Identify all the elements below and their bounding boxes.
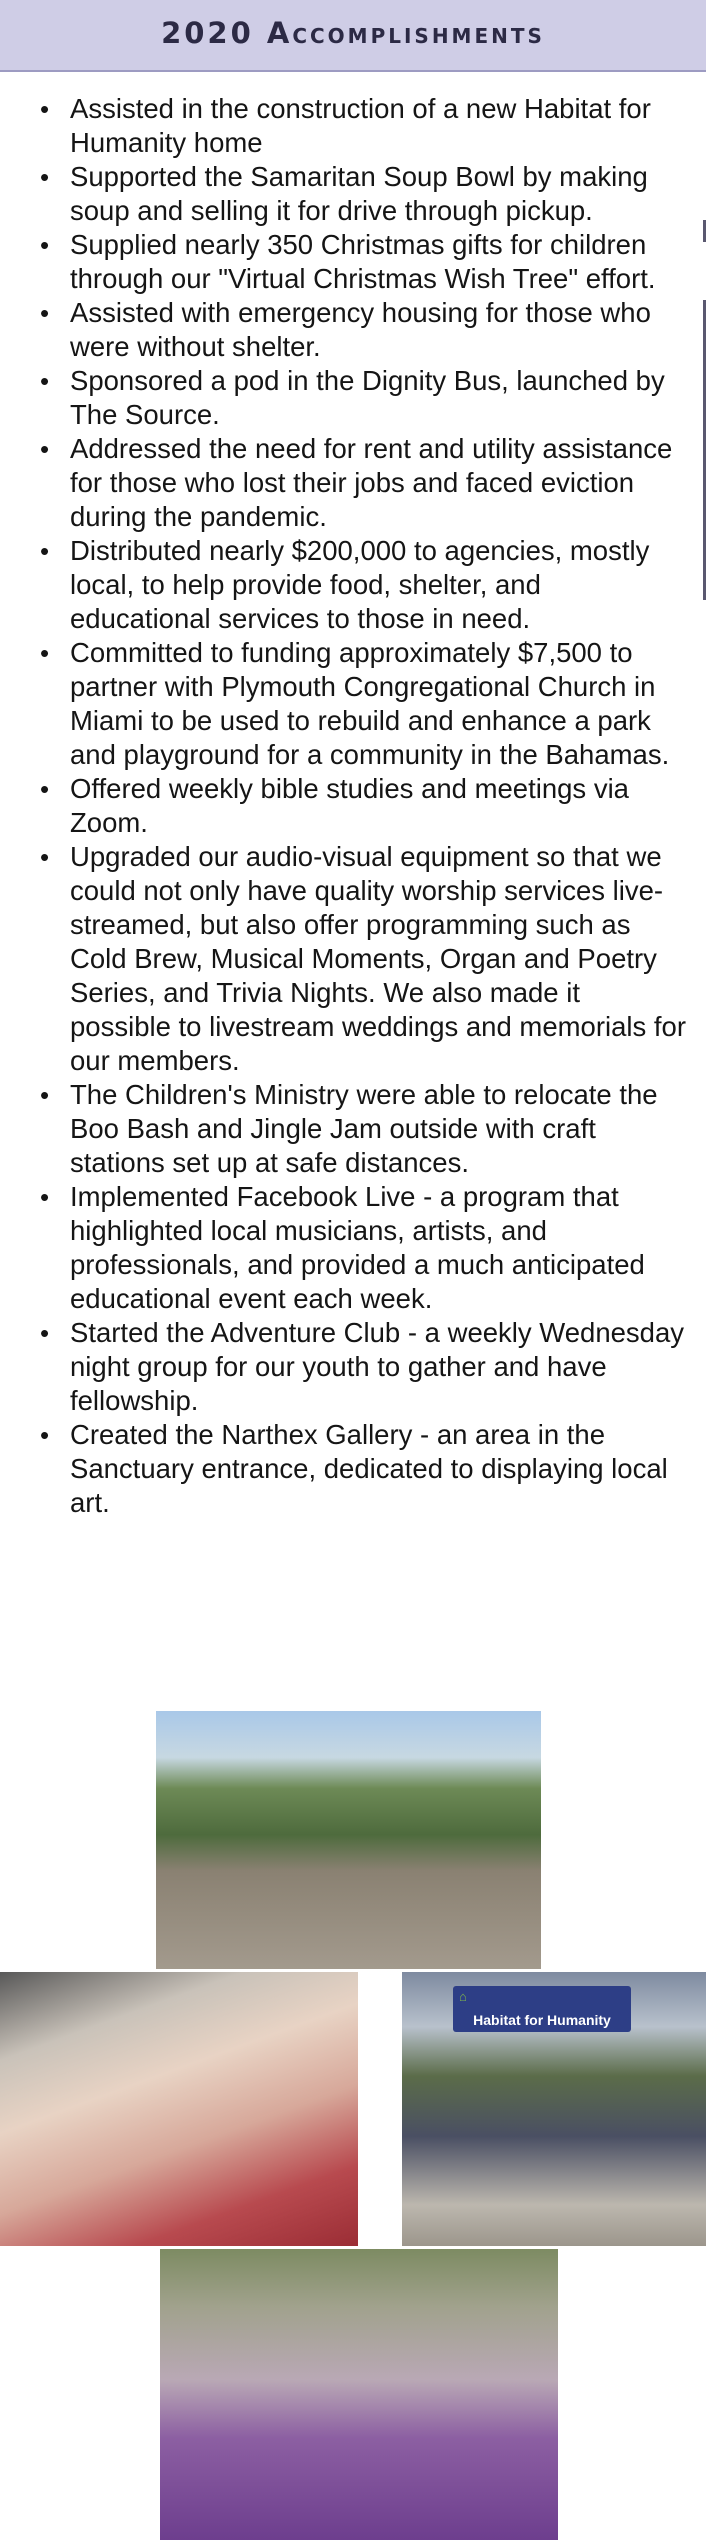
- list-item: • The Children's Ministry were able to relocate the Boo Bash and Jingle Jam outside with craft stations set up at safe distances.: [36, 1078, 686, 1180]
- photo-outdoor-event: [156, 1711, 541, 1969]
- header-banner: [0, 0, 706, 72]
- list-item: • Started the Adventure Club - a weekly Wednesday night group for our youth to gather and have fellowship.: [36, 1316, 686, 1418]
- accomplishments-list: [36, 92, 686, 1520]
- photo-outdoor-crafts: [160, 2249, 558, 2540]
- list-item: • Addressed the need for rent and utility assistance for those who lost their jobs and faced eviction during the pandemic.: [36, 432, 686, 534]
- page-title: 2020 Accomplishments: [161, 16, 545, 50]
- house-icon: ⌂: [459, 1989, 467, 2004]
- list-item: • Assisted in the construction of a new Habitat for Humanity home: [36, 92, 686, 160]
- list-item: • Created the Narthex Gallery - an area in the Sanctuary entrance, dedicated to displaying local art.: [36, 1418, 686, 1520]
- list-item: • Distributed nearly $200,000 to agencies, mostly local, to help provide food, shelter, and educational services to those in need.: [36, 534, 686, 636]
- list-item: • Assisted with emergency housing for those who were without shelter.: [36, 296, 686, 364]
- list-item: • Upgraded our audio-visual equipment so that we could not only have quality worship services live-streamed, but also offer programming such as Cold Brew, Musical Moments, Organ and Poetry Series, and Trivia Nights. We also made it possible to livestream weddings and memorials for our members.: [36, 840, 686, 1078]
- photo-habitat-volunteers: [402, 1972, 706, 2246]
- list-item: • Sponsored a pod in the Dignity Bus, launched by The Source.: [36, 364, 686, 432]
- list-item: • Committed to funding approximately $7,500 to partner with Plymouth Congregational Church in Miami to be used to rebuild and enhance a park and playground for a community in the Bahamas.: [36, 636, 686, 772]
- list-item: • Supplied nearly 350 Christmas gifts for children through our "Virtual Christmas Wish Tree" effort.: [36, 228, 686, 296]
- list-item: • Offered weekly bible studies and meetings via Zoom.: [36, 772, 686, 840]
- list-item: • Supported the Samaritan Soup Bowl by making soup and selling it for drive through pickup.: [36, 160, 686, 228]
- photo-christmas-crafts: [0, 1972, 358, 2246]
- habitat-sign-text: Habitat for Humanity: [473, 2012, 611, 2028]
- list-item: • Implemented Facebook Live - a program that highlighted local musicians, artists, and professionals, and provided a much anticipated educational event each week.: [36, 1180, 686, 1316]
- habitat-sign: [453, 1986, 631, 2032]
